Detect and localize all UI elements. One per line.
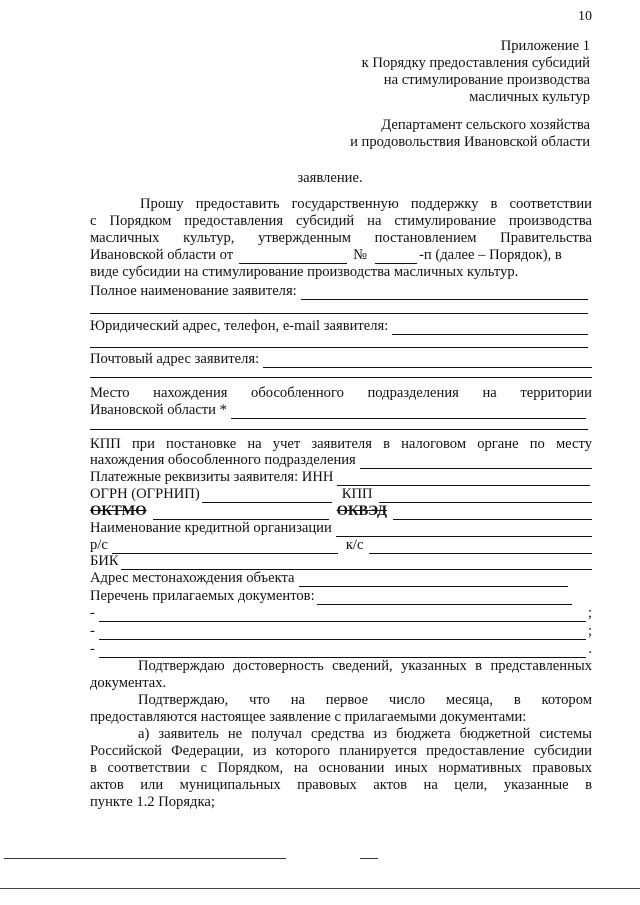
legal-address-label: Юридический адрес, телефон, e-mail заявителя:	[90, 318, 389, 334]
intro-order-ref: -п (далее – Порядок), в	[419, 247, 562, 263]
ogrn-input[interactable]	[202, 489, 332, 503]
oktmo-label: ОКТМО	[90, 503, 147, 519]
branch-location-label: Ивановской области *	[90, 402, 227, 418]
confirm-line: а) заявитель не получал средства из бюджета бюджетной системы	[138, 726, 592, 742]
full-name-label: Полное наименование заявителя:	[90, 283, 297, 299]
postal-address-label: Почтовый адрес заявителя:	[90, 351, 260, 367]
full-name-row	[90, 283, 592, 300]
header-line: Приложение 1	[500, 38, 590, 54]
corr-account-input[interactable]	[369, 540, 592, 554]
confirm-line: Подтверждаю достоверность сведений, указанных в представленных	[138, 658, 592, 674]
intro-line: масличных культур, утвержденным постановлением Правительства	[90, 230, 592, 246]
footer-rule-bottom	[0, 888, 640, 889]
header-line: к Порядку предоставления субсидий	[361, 55, 590, 71]
full-name-input[interactable]	[301, 286, 588, 300]
branch-location-input[interactable]	[231, 405, 586, 419]
document-item-row	[90, 623, 592, 640]
kpp-branch-input[interactable]	[360, 455, 592, 469]
bik-input[interactable]	[121, 556, 592, 570]
kpp-label: КПП	[341, 486, 373, 502]
okved-label: ОКВЭД	[336, 503, 387, 519]
documents-list-input[interactable]	[317, 591, 572, 605]
list-dash: -	[90, 641, 95, 657]
intro-line	[90, 247, 592, 264]
list-period: .	[588, 641, 592, 657]
confirm-line: актов или муниципальных правовых актов на цели, указанные в	[90, 777, 592, 793]
documents-list-row	[90, 588, 572, 605]
kpp-branch-row	[90, 452, 592, 469]
bik-label: БИК	[90, 553, 119, 569]
intro-date-label: Ивановской области от	[90, 247, 234, 263]
recipient-block	[230, 117, 590, 151]
document-item-input[interactable]	[99, 644, 586, 658]
document-item-input[interactable]	[99, 608, 586, 622]
recipient-line: и продовольствия Ивановской области	[350, 134, 590, 150]
kpp-input[interactable]	[379, 489, 592, 503]
object-address-label: Адрес местонахождения объекта	[90, 570, 295, 586]
confirm-accuracy-paragraph	[90, 658, 592, 692]
bank-name-input[interactable]	[336, 523, 592, 537]
okved-input[interactable]	[393, 506, 592, 520]
list-dash: -	[90, 623, 95, 639]
page-number: 10	[578, 9, 592, 24]
document-item-input[interactable]	[99, 626, 586, 640]
inn-input[interactable]	[337, 472, 590, 486]
postal-address-continuation-line[interactable]	[90, 377, 592, 378]
document-title: заявление.	[297, 170, 363, 186]
intro-number-sign: №	[353, 247, 368, 263]
bank-name-row	[90, 520, 592, 537]
oktmo-okved-row	[90, 503, 592, 520]
number-blank[interactable]	[375, 250, 417, 264]
appendix-header	[230, 38, 590, 106]
full-name-continuation-line[interactable]	[90, 313, 588, 314]
date-blank[interactable]	[239, 250, 347, 264]
intro-paragraph	[90, 196, 592, 281]
bik-row	[90, 553, 592, 570]
intro-line: Прошу предоставить государственную поддержку в соответствии	[140, 196, 592, 212]
footer-rule-left	[4, 858, 286, 859]
branch-location-continuation-line[interactable]	[90, 429, 588, 430]
legal-address-row	[90, 318, 592, 335]
accounts-row	[90, 537, 592, 554]
header-line: масличных культур	[469, 89, 590, 105]
document-item-row	[90, 641, 592, 658]
confirm-line: пункте 1.2 Порядка;	[90, 794, 215, 810]
list-semicolon: ;	[587, 605, 592, 621]
object-address-row	[90, 570, 568, 587]
account-label: р/с	[90, 537, 108, 553]
ogrn-kpp-row	[90, 486, 592, 503]
confirm-line: Российской Федерации, из которого планируется предоставление субсидии	[90, 743, 592, 759]
list-dash: -	[90, 605, 95, 621]
inn-label: Платежные реквизиты заявителя: ИНН	[90, 469, 334, 485]
kpp-branch-label: нахождения обособленного подразделения	[90, 452, 356, 468]
list-semicolon: ;	[587, 623, 592, 639]
footer-rule-mark	[360, 858, 378, 859]
confirm-line: Подтверждаю, что на первое число месяца, в котором	[138, 692, 592, 708]
branch-location-line1: Место нахождения обособленного подразделения на территории	[90, 385, 592, 401]
postal-address-row	[90, 351, 592, 368]
recipient-line: Департамент сельского хозяйства	[381, 117, 590, 133]
account-input[interactable]	[112, 540, 338, 554]
intro-line: с Порядком предоставления субсидий на стимулирование производства	[90, 213, 592, 229]
branch-location-row	[90, 402, 592, 419]
ogrn-label: ОГРН (ОГРНИП)	[90, 486, 200, 502]
oktmo-input[interactable]	[153, 506, 329, 520]
inn-row	[90, 469, 592, 486]
postal-address-input[interactable]	[263, 354, 592, 368]
legal-address-continuation-line[interactable]	[90, 347, 588, 348]
confirm-line: предоставляются настоящее заявление с прилагаемыми документами:	[90, 709, 527, 725]
kpp-branch-line1: КПП при постановке на учет заявителя в налоговом органе по месту	[90, 436, 592, 452]
confirm-line: в соответствии с Порядком, на основании иных нормативных правовых	[90, 760, 592, 776]
intro-line: виде субсидии на стимулирование производства масличных культур.	[90, 264, 519, 280]
object-address-input[interactable]	[299, 573, 568, 587]
document-item-row	[90, 605, 592, 622]
confirm-conditions-paragraph	[90, 692, 592, 811]
documents-list-label: Перечень прилагаемых документов:	[90, 588, 315, 604]
confirm-line: документах.	[90, 675, 167, 691]
legal-address-input[interactable]	[392, 321, 588, 335]
bank-name-label: Наименование кредитной организации	[90, 520, 332, 536]
header-line: на стимулирование производства	[383, 72, 590, 88]
corr-account-label: к/с	[345, 537, 364, 553]
